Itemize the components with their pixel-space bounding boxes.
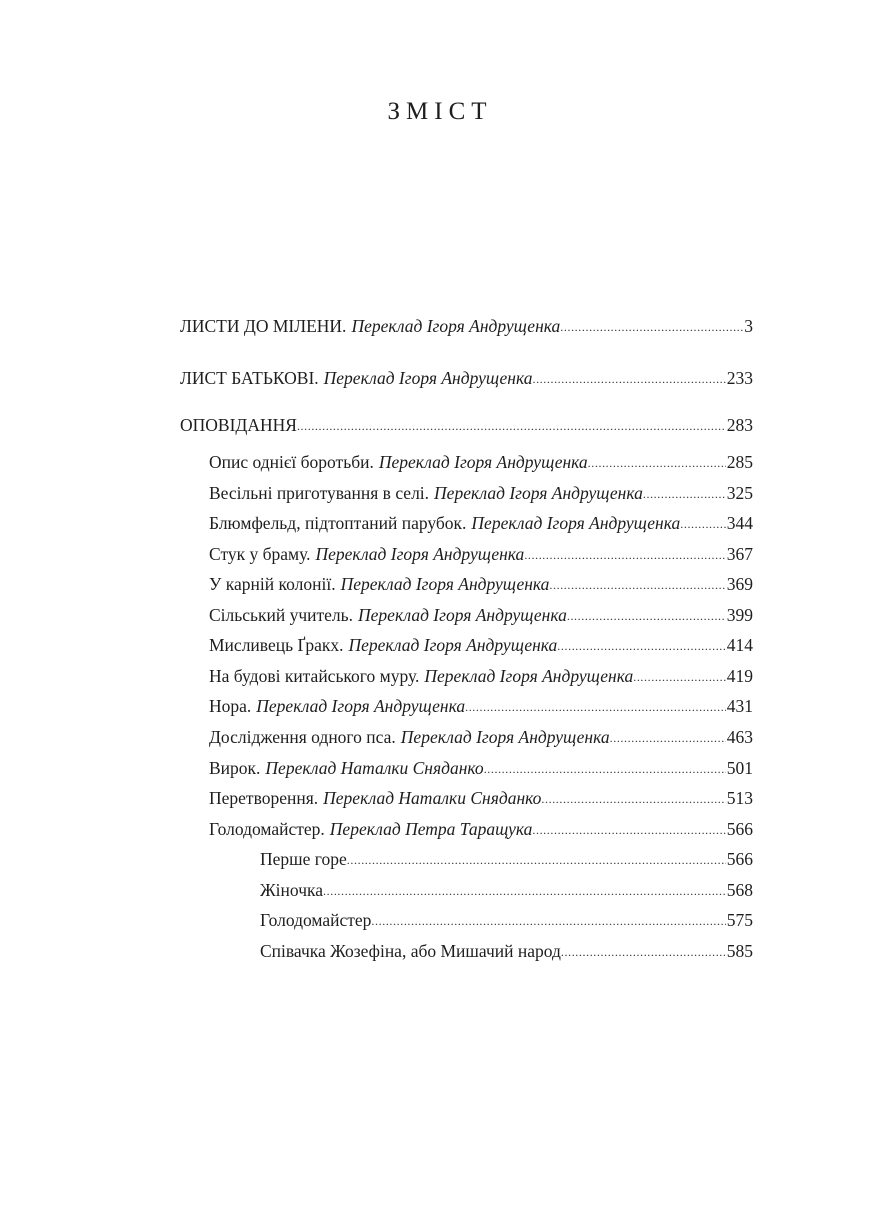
- toc-entry-translator: Переклад Ігоря Андрущенка: [434, 483, 643, 503]
- toc-entry-3[interactable]: [180, 413, 753, 439]
- toc-entry-14[interactable]: [209, 756, 753, 782]
- toc-entry-7[interactable]: [209, 542, 753, 568]
- toc-entry-4[interactable]: [209, 450, 753, 476]
- toc-entry-page-number: 566: [726, 819, 753, 839]
- toc-entry-page-number: 501: [726, 758, 753, 778]
- dot-leader: [567, 604, 726, 628]
- toc-entry-17[interactable]: [260, 847, 753, 873]
- toc-entry-1[interactable]: [180, 314, 753, 340]
- toc-entry-page-number: 414: [726, 635, 753, 655]
- dot-leader: [484, 757, 726, 781]
- toc-entry-translator: Переклад Ігоря Андрущенка: [378, 452, 588, 472]
- toc-entry-title: Голодомайстер: [260, 910, 372, 930]
- dot-leader: [633, 665, 726, 689]
- toc-entry-title: Перше горе: [260, 849, 347, 869]
- toc-entry-title: Перетворення.: [209, 788, 319, 808]
- dot-leader: [588, 451, 726, 475]
- toc-entry-20[interactable]: [260, 939, 753, 965]
- toc-entry-title: Блюмфельд, підтоптаний парубок.: [209, 513, 467, 533]
- toc-entry-translator: Переклад Ігоря Андрущенка: [400, 727, 610, 747]
- toc-entry-title: Мисливець Ґракх.: [209, 635, 344, 655]
- toc-entry-title: Сільський учитель.: [209, 605, 354, 625]
- dot-leader: [465, 695, 726, 719]
- toc-entry-page-number: 283: [726, 415, 753, 435]
- toc-entry-page-number: 367: [726, 544, 753, 564]
- dot-leader: [561, 940, 726, 964]
- toc-entry-title: Нора.: [209, 696, 252, 716]
- toc-entry-title: ЛИСТ БАТЬКОВІ.: [180, 368, 319, 388]
- page-title: ЗМІСТ: [387, 98, 493, 125]
- toc-entry-page-number: 3: [744, 316, 753, 336]
- dot-leader: [643, 482, 726, 506]
- dot-leader: [532, 367, 725, 391]
- dot-leader: [610, 726, 726, 750]
- toc-entry-12[interactable]: [209, 694, 753, 720]
- toc-entry-16[interactable]: [209, 817, 753, 843]
- dot-leader: [680, 512, 726, 536]
- dot-leader: [532, 818, 725, 842]
- toc-entry-page-number: 575: [726, 910, 753, 930]
- dot-leader: [347, 848, 726, 872]
- toc-entry-15[interactable]: [209, 786, 753, 812]
- toc-entry-title: ОПОВІДАННЯ: [180, 415, 297, 435]
- toc-entry-10[interactable]: [209, 633, 753, 659]
- toc-entry-translator: Переклад Ігоря Андрущенка: [256, 696, 466, 716]
- toc-entry-translator: Переклад Ігоря Андрущенка: [323, 368, 533, 388]
- dot-leader: [541, 787, 725, 811]
- toc-entry-19[interactable]: [260, 908, 753, 934]
- toc-entry-translator: Переклад Ігоря Андрущенка: [358, 605, 567, 625]
- toc-entry-8[interactable]: [209, 572, 753, 598]
- toc-entry-translator: Переклад Ігоря Андрущенка: [351, 316, 561, 336]
- toc-entry-13[interactable]: [209, 725, 753, 751]
- toc-entry-translator: Переклад Ігоря Андрущенка: [424, 666, 634, 686]
- toc-entry-translator: Переклад Ігоря Андрущенка: [471, 513, 681, 533]
- toc-entry-page-number: 285: [726, 452, 753, 472]
- toc-entry-translator: Переклад Наталки Сняданко: [265, 758, 484, 778]
- toc-entry-page-number: 568: [726, 880, 753, 900]
- dot-leader: [297, 414, 726, 438]
- toc-entry-18[interactable]: [260, 878, 753, 904]
- toc-entry-page-number: 419: [726, 666, 753, 686]
- toc-entry-9[interactable]: [209, 603, 753, 629]
- toc-entry-title: Дослідження одного пса.: [209, 727, 396, 747]
- toc-entry-page-number: 344: [726, 513, 753, 533]
- toc-entry-page-number: 399: [726, 605, 753, 625]
- toc-entry-11[interactable]: [209, 664, 753, 690]
- dot-leader: [323, 879, 726, 903]
- toc-entry-translator: Переклад Петра Таращука: [329, 819, 533, 839]
- toc-entry-translator: Переклад Ігоря Андрущенка: [348, 635, 558, 655]
- dot-leader: [549, 573, 725, 597]
- toc-entry-title: ЛИСТИ ДО МІЛЕНИ.: [180, 316, 347, 336]
- toc-entry-title: Опис однієї боротьби.: [209, 452, 374, 472]
- toc-entry-2[interactable]: [180, 366, 753, 392]
- toc-entry-title: На будові китайського муру.: [209, 666, 420, 686]
- toc-entry-5[interactable]: [209, 481, 753, 507]
- toc-entry-page-number: 585: [726, 941, 753, 961]
- dot-leader: [524, 543, 725, 567]
- toc-entry-title: Жіночка: [260, 880, 324, 900]
- toc-entry-page-number: 431: [726, 696, 753, 716]
- dot-leader: [557, 634, 725, 658]
- toc-entry-translator: Переклад Ігоря Андрущенка: [315, 544, 525, 564]
- toc-entry-page-number: 369: [726, 574, 753, 594]
- toc-entry-page-number: 233: [726, 368, 753, 388]
- toc-entry-page-number: 566: [726, 849, 753, 869]
- toc-entry-page-number: 325: [726, 483, 753, 503]
- toc-entry-translator: Переклад Наталки Сняданко: [323, 788, 542, 808]
- toc-entry-title: Вирок.: [209, 758, 261, 778]
- toc-entry-translator: Переклад Ігоря Андрущенка: [340, 574, 550, 594]
- toc-entry-title: Стук у браму.: [209, 544, 311, 564]
- toc-entry-title: Голодомайстер.: [209, 819, 325, 839]
- toc-entry-6[interactable]: [209, 511, 753, 537]
- toc-entry-title: Співачка Жозефіна, або Мишачий народ: [260, 941, 561, 961]
- toc-entry-title: У карній колонії.: [209, 574, 336, 594]
- dot-leader: [371, 909, 725, 933]
- toc-entry-page-number: 513: [726, 788, 753, 808]
- toc-entry-title: Весільні приготування в селі.: [209, 483, 430, 503]
- dot-leader: [560, 315, 743, 339]
- toc-entry-page-number: 463: [726, 727, 753, 747]
